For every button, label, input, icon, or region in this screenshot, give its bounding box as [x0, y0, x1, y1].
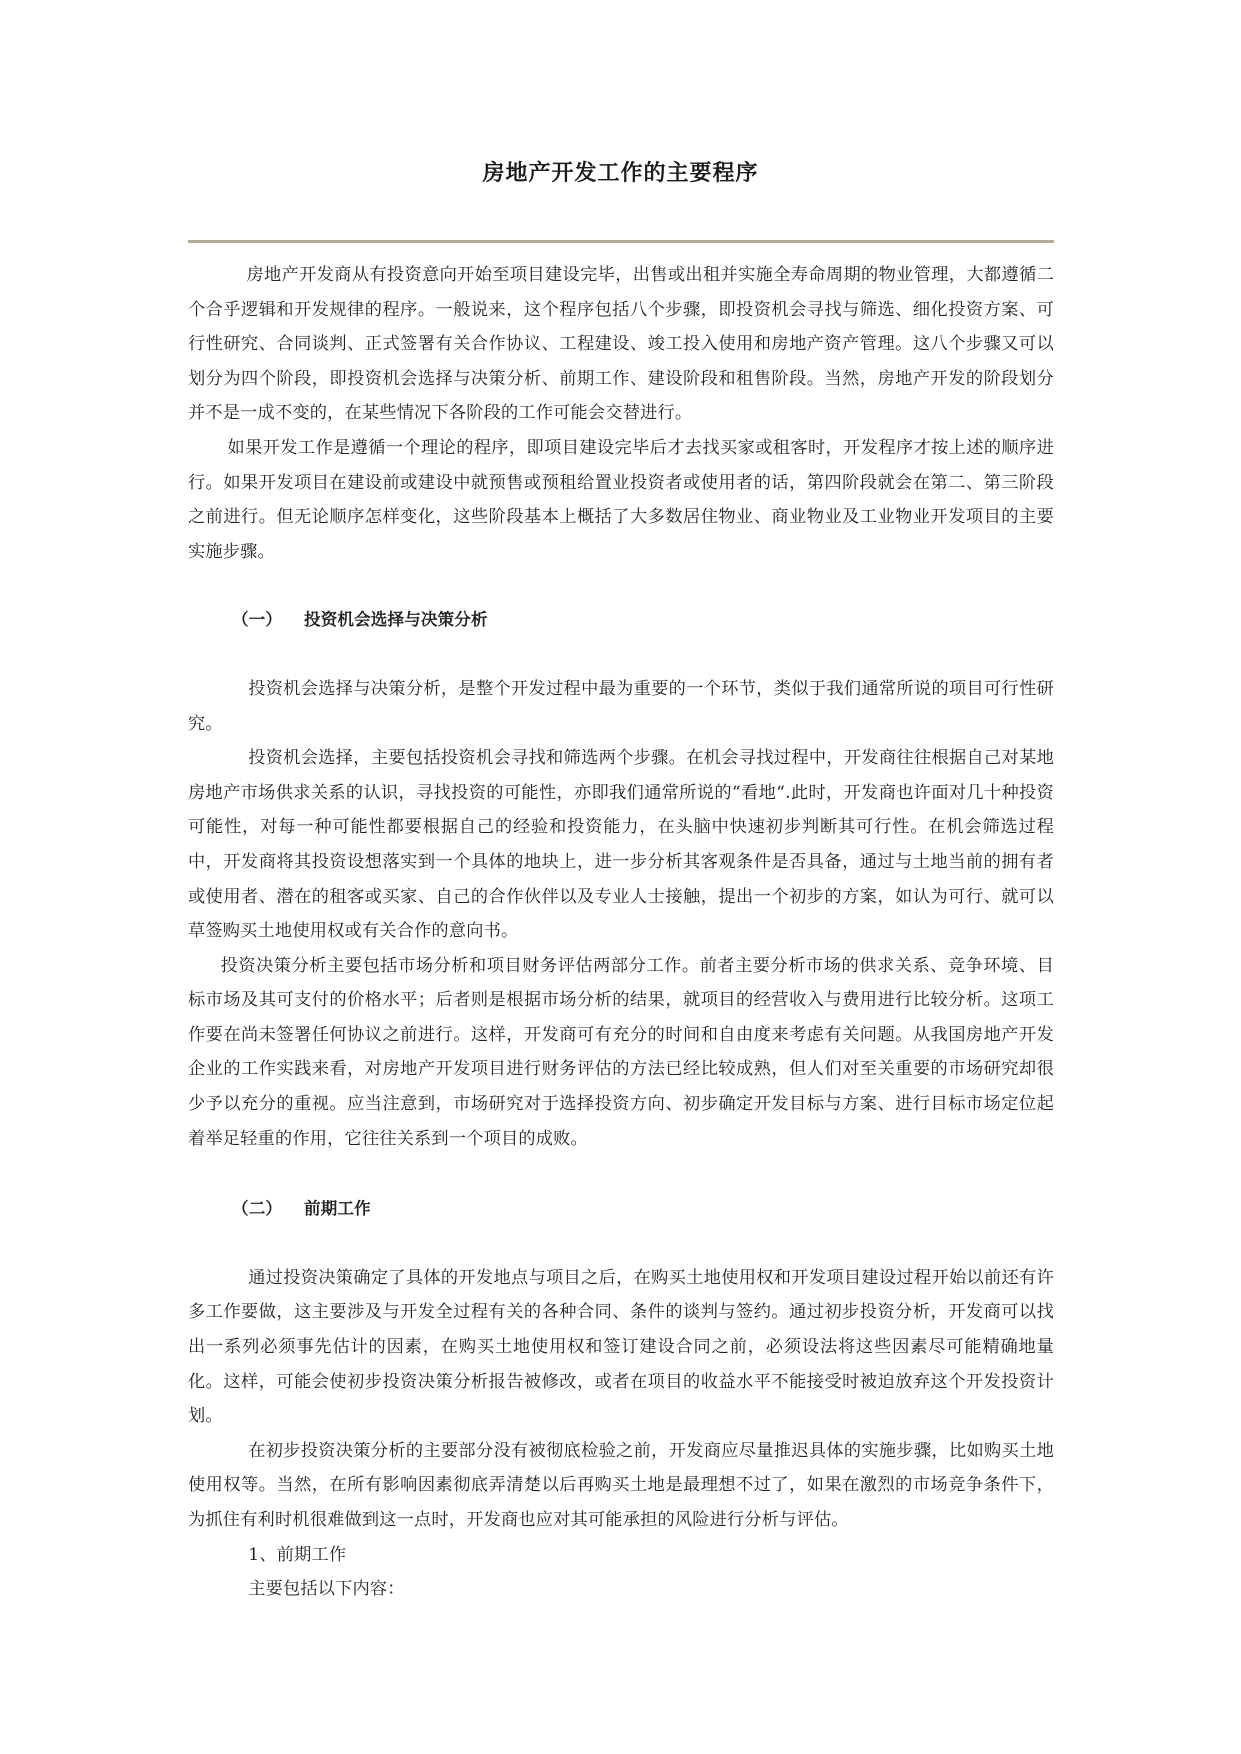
section2-paragraph-1: 通过投资决策确定了具体的开发地点与项目之后，在购买土地使用权和开发项目建设过程开始以前还有许多工作要做，这主要涉及与开发全过程有关的各种合同、条件的谈判与签约。通过初步投资分析，开发商可以找出一系列必须事先估计的因素，在购买土地使用权和签订建设合同之前，必须设法将这些因素尽可能精确地量化。这样，可能会使初步投资决策分析报告被修改，或者在项目的收益水平不能接受时被迫放弃这个开发投资计划。: [188, 1267, 1054, 1427]
section2-paragraph-2: 在初步投资决策分析的主要部分没有被彻底检验之前，开发商应尽量推迟具体的实施步骤，比如购买土地使用权等。当然，在所有影响因素彻底弄清楚以后再购买土地是最理想不过了，如果在激烈的市场竞争条件下，为抓住有利时机很难做到这一点时，开发商也应对其可能承担的风险进行分析与评估。: [188, 1440, 1054, 1530]
section-heading-2: [188, 1192, 1054, 1227]
section-title-1: 投资机会选择与决策分析: [304, 610, 488, 630]
section-title-2: 前期工作: [304, 1199, 371, 1219]
section1-paragraph-1: 投资机会选择与决策分析，是整个开发过程中最为重要的一个环节，类似于我们通常所说的项目可行性研究。: [188, 678, 1054, 734]
section1-paragraph-3: 投资决策分析主要包括市场分析和项目财务评估两部分工作。前者主要分析市场的供求关系、竞争环境、目标市场及其可支付的价格水平；后者则是根据市场分析的结果，就项目的经营收入与费用进行比较分析。这项工作要在尚未签署任何协议之前进行。这样，开发商可有充分的时间和自由度来考虑有关问题。从我国房地产开发企业的工作实践来看，对房地产开发项目进行财务评估的方法已经比较成熟，但人们对至关重要的市场研究却很少予以充分的重视。应当注意到，市场研究对于选择投资方向、初步确定开发目标与方案、进行目标市场定位起着举足轻重的作用，它往往关系到一个项目的成败。: [188, 955, 1054, 1149]
document-body: [188, 258, 1054, 1607]
spacer: [188, 1156, 1054, 1192]
title-divider: [188, 240, 1054, 243]
section-heading-1: [188, 603, 1054, 638]
section2-subheading: 1、前期工作: [248, 1544, 347, 1565]
section-number-2: （二）: [232, 1199, 283, 1219]
section2-subintro: 主要包括以下内容：: [248, 1579, 405, 1600]
section-number-1: （一）: [232, 610, 283, 630]
spacer: [188, 638, 1054, 672]
page-title: 房地产开发工作的主要程序: [482, 161, 759, 186]
section1-paragraph-2: 投资机会选择，主要包括投资机会寻找和筛选两个步骤。在机会寻找过程中，开发商往往根据自己对某地房地产市场供求关系的认识，寻找投资的可能性，亦即我们通常所说的“看地“.此时，开发商也许面对几十种投资可能性，对每一种可能性都要根据自己的经验和投资能力，在头脑中快速初步判断其可行性。在机会筛选过程中，开发商将其投资设想落实到一个具体的地块上，进一步分析其客观条件是否具备，通过与土地当前的拥有者或使用者、潜在的租客或买家、自己的合作伙伴以及专业人士接触，提出一个初步的方案，如认为可行、就可以草签购买土地使用权或有关合作的意向书。: [188, 748, 1054, 942]
spacer: [188, 569, 1054, 603]
intro-paragraph-2: 如果开发工作是遵循一个理论的程序，即项目建设完毕后才去找买家或租客时，开发程序才按上述的顺序进行。如果开发项目在建设前或建设中就预售或预租给置业投资者或使用者的话，第四阶段就会在第二、第三阶段之前进行。但无论顺序怎样变化，这些阶段基本上概括了大多数居住物业、商业物业及工业物业开发项目的主要实施步骤。: [188, 437, 1054, 562]
intro-paragraph-1: 房地产开发商从有投资意向开始至项目建设完毕，出售或出租并实施全寿命周期的物业管理，大都遵循二个合乎逻辑和开发规律的程序。一般说来，这个程序包括八个步骤，即投资机会寻找与筛选、细化投资方案、可行性研究、合同谈判、正式签署有关合作协议、工程建设、竣工投入使用和房地产资产管理。这八个步骤又可以划分为四个阶段，即投资机会选择与决策分析、前期工作、建设阶段和租售阶段。当然，房地产开发的阶段划分并不是一成不变的，在某些情况下各阶段的工作可能会交替进行。: [188, 265, 1054, 424]
spacer: [188, 1227, 1054, 1261]
